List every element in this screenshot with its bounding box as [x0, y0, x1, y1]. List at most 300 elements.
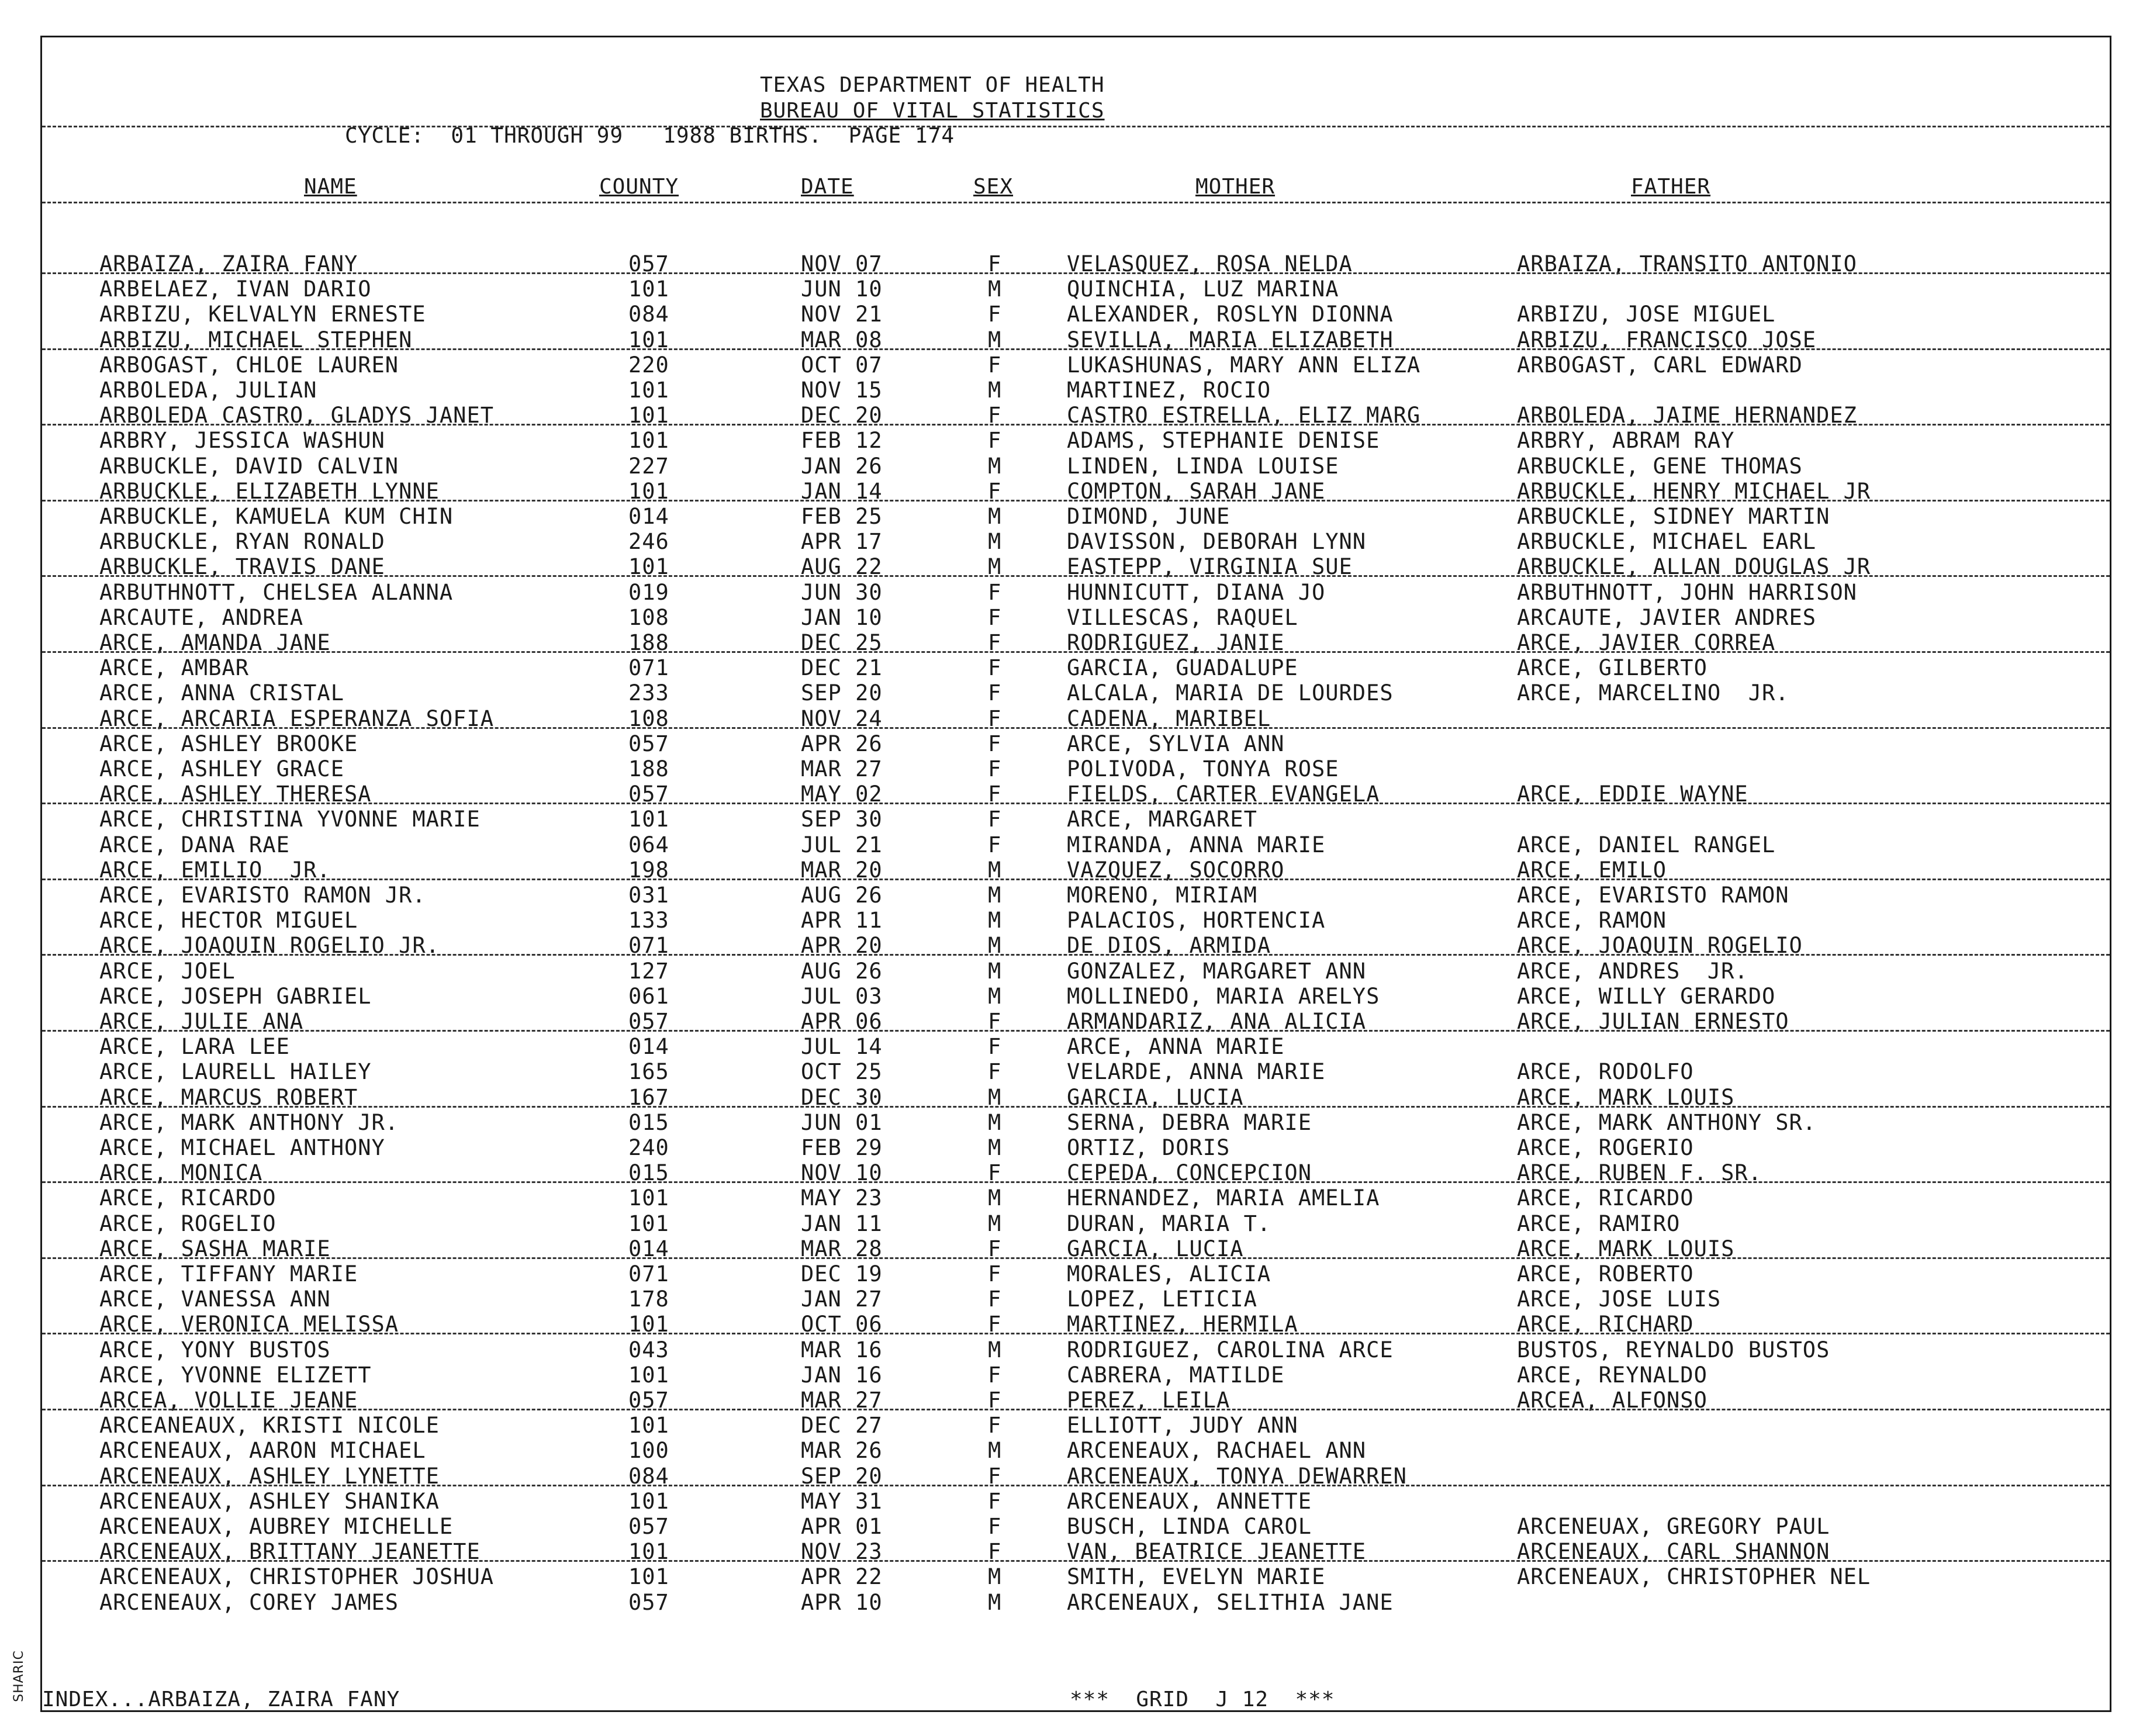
mother-name: LUKASHUNAS, MARY ANN ELIZA: [1067, 352, 1421, 378]
county-code: 101: [628, 378, 669, 403]
row-separator: [42, 1106, 2110, 1108]
father-name: ARCE, REYNALDO: [1517, 1362, 1708, 1388]
birth-date: OCT 06: [801, 1312, 883, 1337]
county-code: 127: [628, 958, 669, 984]
county-code: 101: [628, 428, 669, 454]
birth-date: APR 22: [801, 1564, 883, 1590]
birth-date: MAR 27: [801, 756, 883, 781]
mother-name: VELARDE, ANNA MARIE: [1067, 1059, 1326, 1085]
birth-date: SEP 20: [801, 680, 883, 706]
table-row: [0, 302, 2136, 327]
mother-name: ARCENEAUX, TONYA DEWARREN: [1067, 1463, 1407, 1489]
row-separator: [42, 424, 2110, 426]
sex: M: [988, 983, 1002, 1009]
birth-date: APR 10: [801, 1589, 883, 1615]
father-name: ARCENEAUX, CHRISTOPHER NEL: [1517, 1564, 1871, 1590]
child-name: ARCE, AMANDA JANE: [99, 630, 331, 655]
row-separator: [42, 272, 2110, 274]
child-name: ARBOLEDA, JULIAN: [99, 378, 317, 403]
mother-name: FIELDS, CARTER EVANGELA: [1067, 781, 1380, 807]
table-row: [0, 1362, 2136, 1388]
county-code: 246: [628, 529, 669, 555]
sex: M: [988, 958, 1002, 984]
sex: F: [988, 1488, 1002, 1514]
birth-date: AUG 26: [801, 883, 883, 908]
table-row: [0, 352, 2136, 378]
county-code: 101: [628, 403, 669, 428]
sex: F: [988, 731, 1002, 756]
sex: F: [988, 1034, 1002, 1060]
birth-date: NOV 21: [801, 302, 883, 327]
child-name: ARBELAEZ, IVAN DARIO: [99, 276, 372, 302]
sex: M: [988, 1438, 1002, 1464]
birth-date: JAN 27: [801, 1287, 883, 1312]
child-name: ARCE, LARA LEE: [99, 1034, 290, 1060]
county-code: 031: [628, 883, 669, 908]
birth-date: FEB 29: [801, 1135, 883, 1160]
child-name: ARCEA, VOLLIE JEANE: [99, 1388, 358, 1413]
mother-name: VAN, BEATRICE JEANETTE: [1067, 1539, 1367, 1565]
county-code: 220: [628, 352, 669, 378]
sex: F: [988, 478, 1002, 504]
birth-date: APR 26: [801, 731, 883, 756]
child-name: ARCE, EMILIO JR.: [99, 857, 331, 883]
child-name: ARBIZU, MICHAEL STEPHEN: [99, 327, 413, 352]
table-row: [0, 1337, 2136, 1362]
father-name: ARCE, EVARISTO RAMON: [1517, 883, 1789, 908]
mother-name: ARCENEAUX, SELITHIA JANE: [1067, 1589, 1394, 1615]
table-row: [0, 756, 2136, 781]
county-code: 233: [628, 680, 669, 706]
row-separator: [42, 1181, 2110, 1183]
birth-date: MAR 16: [801, 1337, 883, 1362]
table-row: [0, 1135, 2136, 1160]
table-row: [0, 1034, 2136, 1059]
bureau-title: BUREAU OF VITAL STATISTICS: [760, 99, 1105, 123]
mother-name: ELLIOTT, JUDY ANN: [1067, 1413, 1298, 1438]
county-code: 014: [628, 1034, 669, 1060]
sex: F: [988, 807, 1002, 832]
birth-date: APR 01: [801, 1514, 883, 1539]
child-name: ARCE, EVARISTO RAMON JR.: [99, 883, 426, 908]
table-row: [0, 832, 2136, 857]
birth-date: MAR 20: [801, 857, 883, 883]
birth-date: JUN 10: [801, 276, 883, 302]
mother-name: MOLLINEDO, MARIA ARELYS: [1067, 983, 1380, 1009]
birth-date: FEB 25: [801, 504, 883, 529]
table-row: [0, 680, 2136, 706]
mother-name: SEVILLA, MARIA ELIZABETH: [1067, 327, 1394, 352]
table-row: [0, 1110, 2136, 1135]
birth-date: JUL 14: [801, 1034, 883, 1060]
father-name: ARCE, RODOLFO: [1517, 1059, 1694, 1085]
mother-name: GONZALEZ, MARGARET ANN: [1067, 958, 1367, 984]
father-name: ARCE, GILBERTO: [1517, 655, 1708, 681]
county-code: 101: [628, 1211, 669, 1236]
index-footer: INDEX...ARBAIZA, ZAIRA FANY: [42, 1687, 400, 1711]
column-header-mother: MOTHER: [1195, 175, 1276, 199]
father-name: ARCE, JOAQUIN ROGELIO: [1517, 933, 1803, 959]
mother-name: GARCIA, LUCIA: [1067, 1084, 1244, 1110]
sex: F: [988, 1236, 1002, 1261]
birth-date: APR 11: [801, 908, 883, 933]
sex: M: [988, 1109, 1002, 1135]
birth-date: FEB 12: [801, 428, 883, 454]
county-code: 101: [628, 1362, 669, 1388]
table-row: [0, 655, 2136, 680]
table-row: [0, 1438, 2136, 1463]
father-name: ARCE, WILLY GERARDO: [1517, 983, 1776, 1009]
father-name: ARCE, RUBEN F. SR.: [1517, 1160, 1762, 1186]
county-code: 101: [628, 1539, 669, 1565]
sex: F: [988, 1160, 1002, 1186]
father-name: ARCE, JAVIER CORREA: [1517, 630, 1776, 655]
county-code: 015: [628, 1160, 669, 1186]
birth-date: APR 20: [801, 933, 883, 959]
row-separator: [42, 727, 2110, 729]
child-name: ARCE, MARCUS ROBERT: [99, 1084, 358, 1110]
sex: F: [988, 756, 1002, 781]
county-code: 100: [628, 1438, 669, 1464]
sex: F: [988, 1059, 1002, 1085]
father-name: ARCE, MARK LOUIS: [1517, 1084, 1735, 1110]
mother-name: ARMANDARIZ, ANA ALICIA: [1067, 1009, 1367, 1034]
table-row: [0, 378, 2136, 403]
county-code: 101: [628, 276, 669, 302]
table-row: [0, 908, 2136, 933]
child-name: ARBUCKLE, KAMUELA KUM CHIN: [99, 504, 454, 529]
child-name: ARCE, ROGELIO: [99, 1211, 276, 1236]
county-code: 240: [628, 1135, 669, 1160]
mother-name: BUSCH, LINDA CAROL: [1067, 1514, 1312, 1539]
row-separator: [42, 1333, 2110, 1334]
child-name: ARBRY, JESSICA WASHUN: [99, 428, 385, 454]
child-name: ARCE, SASHA MARIE: [99, 1236, 331, 1261]
birth-date: APR 06: [801, 1009, 883, 1034]
table-row: [0, 276, 2136, 302]
sex: F: [988, 251, 1002, 276]
father-name: ARCE, EDDIE WAYNE: [1517, 781, 1748, 807]
mother-name: DURAN, MARIA T.: [1067, 1211, 1271, 1236]
birth-date: JAN 10: [801, 604, 883, 630]
sex: F: [988, 1261, 1002, 1287]
table-row: [0, 1261, 2136, 1287]
sex: F: [988, 630, 1002, 655]
mother-name: GARCIA, LUCIA: [1067, 1236, 1244, 1261]
child-name: ARCE, TIFFANY MARIE: [99, 1261, 358, 1287]
county-code: 015: [628, 1109, 669, 1135]
table-row: [0, 1413, 2136, 1438]
mother-name: CABRERA, MATILDE: [1067, 1362, 1285, 1388]
child-name: ARBUCKLE, TRAVIS DANE: [99, 554, 385, 580]
sex: M: [988, 933, 1002, 959]
birth-date: AUG 26: [801, 958, 883, 984]
father-name: ARCE, ANDRES JR.: [1517, 958, 1748, 984]
mother-name: LINDEN, LINDA LOUISE: [1067, 453, 1339, 479]
county-code: 014: [628, 504, 669, 529]
county-code: 101: [628, 1413, 669, 1438]
table-row: [0, 428, 2136, 453]
father-name: ARCE, RICARDO: [1517, 1185, 1694, 1211]
county-code: 084: [628, 1463, 669, 1489]
sex: F: [988, 403, 1002, 428]
sex: M: [988, 276, 1002, 302]
sex: F: [988, 1287, 1002, 1312]
child-name: ARCE, DANA RAE: [99, 832, 290, 857]
birth-date: MAY 31: [801, 1488, 883, 1514]
county-code: 188: [628, 630, 669, 655]
table-row: [0, 504, 2136, 529]
father-name: ARBUCKLE, SIDNEY MARTIN: [1517, 504, 1830, 529]
county-code: 167: [628, 1084, 669, 1110]
mother-name: LOPEZ, LETICIA: [1067, 1287, 1257, 1312]
county-code: 057: [628, 1589, 669, 1615]
table-row: [0, 984, 2136, 1009]
table-row: [0, 959, 2136, 984]
birth-date: JAN 11: [801, 1211, 883, 1236]
child-name: ARCE, LAURELL HAILEY: [99, 1059, 372, 1085]
birth-date: AUG 22: [801, 554, 883, 580]
child-name: ARCE, JOAQUIN ROGELIO JR.: [99, 933, 440, 959]
sex: F: [988, 352, 1002, 378]
father-name: ARBUCKLE, MICHAEL EARL: [1517, 529, 1817, 555]
mother-name: CEPEDA, CONCEPCION: [1067, 1160, 1312, 1186]
birth-date: OCT 07: [801, 352, 883, 378]
child-name: ARCENEAUX, AARON MICHAEL: [99, 1438, 426, 1464]
mother-name: POLIVODA, TONYA ROSE: [1067, 756, 1339, 781]
father-name: ARCE, JOSE LUIS: [1517, 1287, 1722, 1312]
mother-name: ALEXANDER, ROSLYN DIONNA: [1067, 302, 1394, 327]
father-name: ARCE, RAMON: [1517, 908, 1667, 933]
child-name: ARCE, ASHLEY BROOKE: [99, 731, 358, 756]
county-code: 071: [628, 933, 669, 959]
mother-name: EASTEPP, VIRGINIA SUE: [1067, 554, 1353, 580]
child-name: ARCE, ASHLEY GRACE: [99, 756, 344, 781]
sex: M: [988, 1185, 1002, 1211]
child-name: ARBAIZA, ZAIRA FANY: [99, 251, 358, 276]
child-name: ARCE, MARK ANTHONY JR.: [99, 1109, 399, 1135]
birth-date: SEP 30: [801, 807, 883, 832]
father-name: ARBAIZA, TRANSITO ANTONIO: [1517, 251, 1857, 276]
mother-name: ALCALA, MARIA DE LOURDES: [1067, 680, 1394, 706]
sex: F: [988, 579, 1002, 605]
birth-date: DEC 20: [801, 403, 883, 428]
sex: F: [988, 706, 1002, 731]
column-header-date: DATE: [801, 175, 854, 199]
child-name: ARBUCKLE, DAVID CALVIN: [99, 453, 399, 479]
sex: F: [988, 832, 1002, 857]
birth-date: NOV 23: [801, 1539, 883, 1565]
sex: M: [988, 378, 1002, 403]
birth-date: MAR 08: [801, 327, 883, 352]
birth-date: APR 17: [801, 529, 883, 555]
row-separator: [42, 348, 2110, 350]
county-code: 198: [628, 857, 669, 883]
father-name: ARCE, DANIEL RANGEL: [1517, 832, 1776, 857]
mother-name: SMITH, EVELYN MARIE: [1067, 1564, 1326, 1590]
birth-date: NOV 15: [801, 378, 883, 403]
child-name: ARCE, MICHAEL ANTHONY: [99, 1135, 385, 1160]
sex: M: [988, 1337, 1002, 1362]
county-code: 178: [628, 1287, 669, 1312]
child-name: ARCE, YVONNE ELIZETT: [99, 1362, 372, 1388]
sex: F: [988, 1009, 1002, 1034]
child-name: ARCE, VANESSA ANN: [99, 1287, 331, 1312]
father-name: BUSTOS, REYNALDO BUSTOS: [1517, 1337, 1830, 1362]
county-code: 101: [628, 1312, 669, 1337]
father-name: ARCEA, ALFONSO: [1517, 1388, 1708, 1413]
birth-date: JUN 01: [801, 1109, 883, 1135]
father-name: ARCE, MARK LOUIS: [1517, 1236, 1735, 1261]
father-name: ARCE, RICHARD: [1517, 1312, 1694, 1337]
table-row: [0, 807, 2136, 832]
sex: M: [988, 908, 1002, 933]
column-header-divider: [42, 202, 2110, 203]
child-name: ARBUCKLE, ELIZABETH LYNNE: [99, 478, 440, 504]
sex: M: [988, 327, 1002, 352]
cycle-line: CYCLE: 01 THROUGH 99 1988 BIRTHS. PAGE 174: [345, 124, 955, 148]
sex: F: [988, 1539, 1002, 1565]
county-code: 101: [628, 807, 669, 832]
sex: M: [988, 1564, 1002, 1590]
county-code: 188: [628, 756, 669, 781]
child-name: ARBUCKLE, RYAN RONALD: [99, 529, 385, 555]
table-row: [0, 883, 2136, 908]
table-row: [0, 1564, 2136, 1589]
county-code: 057: [628, 1009, 669, 1034]
sex: F: [988, 604, 1002, 630]
county-code: 019: [628, 579, 669, 605]
sex: F: [988, 655, 1002, 681]
birth-date: JUL 21: [801, 832, 883, 857]
mother-name: ADAMS, STEPHANIE DENISE: [1067, 428, 1380, 454]
sex: F: [988, 680, 1002, 706]
county-code: 101: [628, 327, 669, 352]
mother-name: DAVISSON, DEBORAH LYNN: [1067, 529, 1367, 555]
child-name: ARCE, ANNA CRISTAL: [99, 680, 344, 706]
child-name: ARCE, VERONICA MELISSA: [99, 1312, 399, 1337]
sex: F: [988, 781, 1002, 807]
sex: F: [988, 1463, 1002, 1489]
mother-name: VAZQUEZ, SOCORRO: [1067, 857, 1285, 883]
father-name: ARBOGAST, CARL EDWARD: [1517, 352, 1803, 378]
table-row: [0, 454, 2136, 479]
mother-name: ORTIZ, DORIS: [1067, 1135, 1231, 1160]
birth-date: DEC 25: [801, 630, 883, 655]
row-separator: [42, 1257, 2110, 1259]
county-code: 057: [628, 781, 669, 807]
father-name: ARBUCKLE, ALLAN DOUGLAS JR: [1517, 554, 1871, 580]
column-header-father: FATHER: [1631, 175, 1711, 199]
mother-name: MARTINEZ, ROCIO: [1067, 378, 1271, 403]
mother-name: PALACIOS, HORTENCIA: [1067, 908, 1326, 933]
row-separator: [42, 879, 2110, 880]
child-name: ARCENEAUX, COREY JAMES: [99, 1589, 399, 1615]
birth-date: DEC 19: [801, 1261, 883, 1287]
father-name: ARCE, JULIAN ERNESTO: [1517, 1009, 1789, 1034]
child-name: ARBIZU, KELVALYN ERNESTE: [99, 302, 426, 327]
mother-name: DIMOND, JUNE: [1067, 504, 1231, 529]
birth-date: DEC 27: [801, 1413, 883, 1438]
birth-date: JAN 16: [801, 1362, 883, 1388]
county-code: 057: [628, 731, 669, 756]
county-code: 061: [628, 983, 669, 1009]
father-name: ARBIZU, JOSE MIGUEL: [1517, 302, 1776, 327]
sex: M: [988, 453, 1002, 479]
sex: F: [988, 302, 1002, 327]
mother-name: RODRIGUEZ, CAROLINA ARCE: [1067, 1337, 1394, 1362]
sex: F: [988, 1388, 1002, 1413]
birth-date: SEP 20: [801, 1463, 883, 1489]
sex: F: [988, 1514, 1002, 1539]
father-name: ARCENEAUX, CARL SHANNON: [1517, 1539, 1830, 1565]
child-name: ARCENEAUX, CHRISTOPHER JOSHUA: [99, 1564, 495, 1590]
father-name: ARCENEUAX, GREGORY PAUL: [1517, 1514, 1830, 1539]
father-name: ARBUCKLE, HENRY MICHAEL JR: [1517, 478, 1871, 504]
mother-name: ARCENEAUX, ANNETTE: [1067, 1488, 1312, 1514]
father-name: ARCE, MARK ANTHONY SR.: [1517, 1109, 1817, 1135]
mother-name: CADENA, MARIBEL: [1067, 706, 1271, 731]
sex: M: [988, 1084, 1002, 1110]
sex: F: [988, 1413, 1002, 1438]
county-code: 043: [628, 1337, 669, 1362]
child-name: ARBUTHNOTT, CHELSEA ALANNA: [99, 579, 454, 605]
birth-date: JAN 26: [801, 453, 883, 479]
birth-date: JAN 14: [801, 478, 883, 504]
county-code: 108: [628, 706, 669, 731]
child-name: ARCE, RICARDO: [99, 1185, 276, 1211]
row-separator: [42, 575, 2110, 577]
table-row: [0, 1489, 2136, 1514]
row-separator: [42, 1409, 2110, 1410]
mother-name: MARTINEZ, HERMILA: [1067, 1312, 1298, 1337]
father-name: ARCAUTE, JAVIER ANDRES: [1517, 604, 1817, 630]
county-code: 057: [628, 251, 669, 276]
mother-name: PEREZ, LEILA: [1067, 1388, 1231, 1413]
county-code: 133: [628, 908, 669, 933]
county-code: 108: [628, 604, 669, 630]
father-name: ARBUTHNOTT, JOHN HARRISON: [1517, 579, 1857, 605]
child-name: ARCE, JOEL: [99, 958, 236, 984]
county-code: 227: [628, 453, 669, 479]
sex: F: [988, 1362, 1002, 1388]
county-code: 101: [628, 554, 669, 580]
county-code: 014: [628, 1236, 669, 1261]
child-name: ARCEANEAUX, KRISTI NICOLE: [99, 1413, 440, 1438]
sex: M: [988, 857, 1002, 883]
mother-name: ARCE, MARGARET: [1067, 807, 1257, 832]
county-code: 057: [628, 1388, 669, 1413]
birth-date: NOV 07: [801, 251, 883, 276]
mother-name: ARCE, SYLVIA ANN: [1067, 731, 1285, 756]
birth-date: MAR 26: [801, 1438, 883, 1464]
mother-name: COMPTON, SARAH JANE: [1067, 478, 1326, 504]
county-code: 165: [628, 1059, 669, 1085]
child-name: ARCE, JULIE ANA: [99, 1009, 304, 1034]
mother-name: VILLESCAS, RAQUEL: [1067, 604, 1298, 630]
county-code: 064: [628, 832, 669, 857]
mother-name: HERNANDEZ, MARIA AMELIA: [1067, 1185, 1380, 1211]
table-row: [0, 1287, 2136, 1312]
child-name: ARCE, ARCARIA ESPERANZA SOFIA: [99, 706, 495, 731]
county-code: 084: [628, 302, 669, 327]
county-code: 071: [628, 1261, 669, 1287]
mother-name: HUNNICUTT, DIANA JO: [1067, 579, 1326, 605]
mother-name: ARCENEAUX, RACHAEL ANN: [1067, 1438, 1367, 1464]
father-name: ARBUCKLE, GENE THOMAS: [1517, 453, 1803, 479]
birth-date: DEC 21: [801, 655, 883, 681]
birth-date: MAY 02: [801, 781, 883, 807]
